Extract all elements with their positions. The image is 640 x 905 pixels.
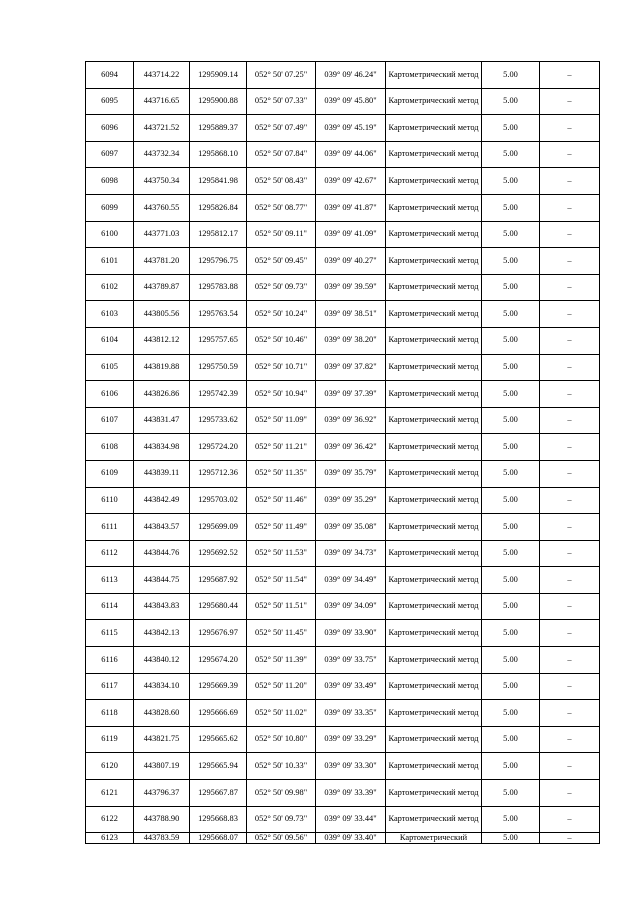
method-cell: Картометрический метод: [386, 700, 482, 727]
table-row: [86, 221, 600, 248]
accuracy-cell: 5.00: [482, 514, 540, 541]
point-number-cell: 6121: [86, 780, 134, 807]
note-cell: –: [540, 460, 600, 487]
y-coordinate-cell: 1295676.97: [190, 620, 247, 647]
x-coordinate-cell: 443781.20: [134, 248, 190, 275]
table-row: [86, 168, 600, 195]
y-coordinate-cell: 1295666.69: [190, 700, 247, 727]
method-cell: Картометрический метод: [386, 62, 482, 89]
y-coordinate-cell: 1295712.36: [190, 460, 247, 487]
note-cell: –: [540, 753, 600, 780]
accuracy-cell: 5.00: [482, 487, 540, 514]
latitude-cell: 052° 50' 10.24": [247, 301, 316, 328]
table-row: [86, 487, 600, 514]
longitude-cell: 039° 09' 35.29": [316, 487, 386, 514]
latitude-cell: 052° 50' 11.39": [247, 647, 316, 674]
y-coordinate-cell: 1295724.20: [190, 434, 247, 461]
x-coordinate-cell: 443844.75: [134, 567, 190, 594]
accuracy-cell: 5.00: [482, 753, 540, 780]
x-coordinate-cell: 443840.12: [134, 647, 190, 674]
table-row: [86, 248, 600, 275]
y-coordinate-cell: 1295668.83: [190, 806, 247, 833]
accuracy-cell: 5.00: [482, 168, 540, 195]
method-cell: Картометрический метод: [386, 274, 482, 301]
latitude-cell: 052° 50' 10.33": [247, 753, 316, 780]
latitude-cell: 052° 50' 07.49": [247, 115, 316, 142]
table-row: [86, 567, 600, 594]
x-coordinate-cell: 443732.34: [134, 141, 190, 168]
point-number-cell: 6109: [86, 460, 134, 487]
table-row: [86, 434, 600, 461]
note-cell: –: [540, 514, 600, 541]
accuracy-cell: 5.00: [482, 593, 540, 620]
note-cell: –: [540, 194, 600, 221]
y-coordinate-cell: 1295796.75: [190, 248, 247, 275]
y-coordinate-cell: 1295669.39: [190, 673, 247, 700]
note-cell: –: [540, 301, 600, 328]
point-number-cell: 6112: [86, 540, 134, 567]
point-number-cell: 6106: [86, 381, 134, 408]
table-row: [86, 593, 600, 620]
longitude-cell: 039° 09' 34.49": [316, 567, 386, 594]
table-row: [86, 194, 600, 221]
accuracy-cell: 5.00: [482, 301, 540, 328]
accuracy-cell: 5.00: [482, 647, 540, 674]
note-cell: –: [540, 487, 600, 514]
note-cell: –: [540, 567, 600, 594]
note-cell: –: [540, 274, 600, 301]
point-number-cell: 6110: [86, 487, 134, 514]
table-body: [86, 62, 600, 844]
point-number-cell: 6105: [86, 354, 134, 381]
x-coordinate-cell: 443807.19: [134, 753, 190, 780]
latitude-cell: 052° 50' 11.09": [247, 407, 316, 434]
y-coordinate-cell: 1295900.88: [190, 88, 247, 115]
latitude-cell: 052° 50' 09.73": [247, 806, 316, 833]
note-cell: –: [540, 833, 600, 844]
method-cell: Картометрический метод: [386, 194, 482, 221]
longitude-cell: 039° 09' 33.29": [316, 726, 386, 753]
latitude-cell: 052° 50' 09.98": [247, 780, 316, 807]
note-cell: –: [540, 381, 600, 408]
point-number-cell: 6096: [86, 115, 134, 142]
y-coordinate-cell: 1295703.02: [190, 487, 247, 514]
longitude-cell: 039° 09' 33.35": [316, 700, 386, 727]
y-coordinate-cell: 1295742.39: [190, 381, 247, 408]
method-cell: Картометрический метод: [386, 88, 482, 115]
x-coordinate-cell: 443839.11: [134, 460, 190, 487]
table-row: [86, 726, 600, 753]
longitude-cell: 039° 09' 38.20": [316, 327, 386, 354]
y-coordinate-cell: 1295665.94: [190, 753, 247, 780]
point-number-cell: 6098: [86, 168, 134, 195]
longitude-cell: 039° 09' 34.73": [316, 540, 386, 567]
accuracy-cell: 5.00: [482, 248, 540, 275]
accuracy-cell: 5.00: [482, 62, 540, 89]
x-coordinate-cell: 443812.12: [134, 327, 190, 354]
accuracy-cell: 5.00: [482, 673, 540, 700]
longitude-cell: 039° 09' 40.27": [316, 248, 386, 275]
accuracy-cell: 5.00: [482, 274, 540, 301]
x-coordinate-cell: 443831.47: [134, 407, 190, 434]
point-number-cell: 6108: [86, 434, 134, 461]
note-cell: –: [540, 62, 600, 89]
x-coordinate-cell: 443834.10: [134, 673, 190, 700]
method-cell: Картометрический метод: [386, 248, 482, 275]
latitude-cell: 052° 50' 11.46": [247, 487, 316, 514]
latitude-cell: 052° 50' 11.45": [247, 620, 316, 647]
y-coordinate-cell: 1295757.65: [190, 327, 247, 354]
note-cell: –: [540, 354, 600, 381]
point-number-cell: 6097: [86, 141, 134, 168]
point-number-cell: 6094: [86, 62, 134, 89]
latitude-cell: 052° 50' 09.45": [247, 248, 316, 275]
note-cell: –: [540, 620, 600, 647]
latitude-cell: 052° 50' 08.77": [247, 194, 316, 221]
latitude-cell: 052° 50' 11.35": [247, 460, 316, 487]
y-coordinate-cell: 1295812.17: [190, 221, 247, 248]
note-cell: –: [540, 327, 600, 354]
note-cell: –: [540, 673, 600, 700]
latitude-cell: 052° 50' 09.73": [247, 274, 316, 301]
table-row: [86, 460, 600, 487]
point-number-cell: 6103: [86, 301, 134, 328]
point-number-cell: 6119: [86, 726, 134, 753]
table-row: [86, 62, 600, 89]
table-row: [86, 620, 600, 647]
longitude-cell: 039° 09' 33.39": [316, 780, 386, 807]
y-coordinate-cell: 1295909.14: [190, 62, 247, 89]
note-cell: –: [540, 407, 600, 434]
table-row: [86, 88, 600, 115]
y-coordinate-cell: 1295680.44: [190, 593, 247, 620]
longitude-cell: 039° 09' 36.42": [316, 434, 386, 461]
method-cell: Картометрический метод: [386, 381, 482, 408]
longitude-cell: 039° 09' 45.80": [316, 88, 386, 115]
x-coordinate-cell: 443796.37: [134, 780, 190, 807]
latitude-cell: 052° 50' 11.51": [247, 593, 316, 620]
longitude-cell: 039° 09' 33.90": [316, 620, 386, 647]
latitude-cell: 052° 50' 11.20": [247, 673, 316, 700]
table-row: [86, 540, 600, 567]
accuracy-cell: 5.00: [482, 354, 540, 381]
accuracy-cell: 5.00: [482, 327, 540, 354]
x-coordinate-cell: 443783.59: [134, 833, 190, 844]
longitude-cell: 039° 09' 37.39": [316, 381, 386, 408]
point-number-cell: 6104: [86, 327, 134, 354]
method-cell: Картометрический метод: [386, 673, 482, 700]
x-coordinate-cell: 443760.55: [134, 194, 190, 221]
x-coordinate-cell: 443721.52: [134, 115, 190, 142]
accuracy-cell: 5.00: [482, 540, 540, 567]
latitude-cell: 052° 50' 08.43": [247, 168, 316, 195]
method-cell: Картометрический метод: [386, 141, 482, 168]
accuracy-cell: 5.00: [482, 407, 540, 434]
y-coordinate-cell: 1295699.09: [190, 514, 247, 541]
x-coordinate-cell: 443821.75: [134, 726, 190, 753]
point-number-cell: 6115: [86, 620, 134, 647]
x-coordinate-cell: 443826.86: [134, 381, 190, 408]
y-coordinate-cell: 1295665.62: [190, 726, 247, 753]
y-coordinate-cell: 1295783.88: [190, 274, 247, 301]
point-number-cell: 6095: [86, 88, 134, 115]
note-cell: –: [540, 168, 600, 195]
y-coordinate-cell: 1295841.98: [190, 168, 247, 195]
table-row: [86, 673, 600, 700]
longitude-cell: 039° 09' 39.59": [316, 274, 386, 301]
latitude-cell: 052° 50' 09.11": [247, 221, 316, 248]
latitude-cell: 052° 50' 11.53": [247, 540, 316, 567]
latitude-cell: 052° 50' 10.71": [247, 354, 316, 381]
y-coordinate-cell: 1295667.87: [190, 780, 247, 807]
note-cell: –: [540, 248, 600, 275]
latitude-cell: 052° 50' 10.94": [247, 381, 316, 408]
longitude-cell: 039° 09' 41.09": [316, 221, 386, 248]
table-row: [86, 354, 600, 381]
point-number-cell: 6100: [86, 221, 134, 248]
method-cell: Картометрический метод: [386, 726, 482, 753]
method-cell: Картометрический метод: [386, 806, 482, 833]
latitude-cell: 052° 50' 07.25": [247, 62, 316, 89]
accuracy-cell: 5.00: [482, 780, 540, 807]
y-coordinate-cell: 1295763.54: [190, 301, 247, 328]
table-row: [86, 833, 600, 844]
x-coordinate-cell: 443842.13: [134, 620, 190, 647]
longitude-cell: 039° 09' 46.24": [316, 62, 386, 89]
accuracy-cell: 5.00: [482, 726, 540, 753]
method-cell: Картометрический метод: [386, 327, 482, 354]
accuracy-cell: 5.00: [482, 700, 540, 727]
method-cell: Картометрический метод: [386, 514, 482, 541]
table-row: [86, 700, 600, 727]
note-cell: –: [540, 593, 600, 620]
longitude-cell: 039° 09' 35.08": [316, 514, 386, 541]
x-coordinate-cell: 443844.76: [134, 540, 190, 567]
point-number-cell: 6122: [86, 806, 134, 833]
x-coordinate-cell: 443788.90: [134, 806, 190, 833]
method-cell: Картометрический метод: [386, 407, 482, 434]
method-cell: Картометрический метод: [386, 620, 482, 647]
method-cell: Картометрический метод: [386, 434, 482, 461]
accuracy-cell: 5.00: [482, 381, 540, 408]
point-number-cell: 6111: [86, 514, 134, 541]
method-cell: Картометрический метод: [386, 354, 482, 381]
longitude-cell: 039° 09' 41.87": [316, 194, 386, 221]
point-number-cell: 6101: [86, 248, 134, 275]
table-row: [86, 115, 600, 142]
method-cell: Картометрический метод: [386, 221, 482, 248]
latitude-cell: 052° 50' 10.46": [247, 327, 316, 354]
x-coordinate-cell: 443843.83: [134, 593, 190, 620]
x-coordinate-cell: 443716.65: [134, 88, 190, 115]
x-coordinate-cell: 443714.22: [134, 62, 190, 89]
point-number-cell: 6118: [86, 700, 134, 727]
longitude-cell: 039° 09' 42.67": [316, 168, 386, 195]
point-number-cell: 6113: [86, 567, 134, 594]
note-cell: –: [540, 115, 600, 142]
note-cell: –: [540, 221, 600, 248]
point-number-cell: 6114: [86, 593, 134, 620]
x-coordinate-cell: 443828.60: [134, 700, 190, 727]
note-cell: –: [540, 141, 600, 168]
point-number-cell: 6099: [86, 194, 134, 221]
accuracy-cell: 5.00: [482, 833, 540, 844]
longitude-cell: 039° 09' 33.30": [316, 753, 386, 780]
x-coordinate-cell: 443843.57: [134, 514, 190, 541]
longitude-cell: 039° 09' 36.92": [316, 407, 386, 434]
y-coordinate-cell: 1295889.37: [190, 115, 247, 142]
point-number-cell: 6102: [86, 274, 134, 301]
y-coordinate-cell: 1295692.52: [190, 540, 247, 567]
x-coordinate-cell: 443789.87: [134, 274, 190, 301]
x-coordinate-cell: 443750.34: [134, 168, 190, 195]
longitude-cell: 039° 09' 44.06": [316, 141, 386, 168]
method-cell: Картометрический метод: [386, 487, 482, 514]
longitude-cell: 039° 09' 37.82": [316, 354, 386, 381]
note-cell: –: [540, 647, 600, 674]
accuracy-cell: 5.00: [482, 115, 540, 142]
latitude-cell: 052° 50' 09.56": [247, 833, 316, 844]
table-row: [86, 647, 600, 674]
accuracy-cell: 5.00: [482, 434, 540, 461]
table-row: [86, 407, 600, 434]
point-number-cell: 6123: [86, 833, 134, 844]
table-row: [86, 381, 600, 408]
method-cell: Картометрический метод: [386, 753, 482, 780]
x-coordinate-cell: 443834.98: [134, 434, 190, 461]
longitude-cell: 039° 09' 33.40": [316, 833, 386, 844]
accuracy-cell: 5.00: [482, 194, 540, 221]
table-row: [86, 274, 600, 301]
longitude-cell: 039° 09' 33.44": [316, 806, 386, 833]
latitude-cell: 052° 50' 11.02": [247, 700, 316, 727]
accuracy-cell: 5.00: [482, 221, 540, 248]
point-number-cell: 6120: [86, 753, 134, 780]
y-coordinate-cell: 1295826.84: [190, 194, 247, 221]
note-cell: –: [540, 540, 600, 567]
y-coordinate-cell: 1295674.20: [190, 647, 247, 674]
x-coordinate-cell: 443842.49: [134, 487, 190, 514]
latitude-cell: 052° 50' 11.21": [247, 434, 316, 461]
point-number-cell: 6117: [86, 673, 134, 700]
method-cell: Картометрический метод: [386, 593, 482, 620]
note-cell: –: [540, 700, 600, 727]
y-coordinate-cell: 1295750.59: [190, 354, 247, 381]
latitude-cell: 052° 50' 10.80": [247, 726, 316, 753]
accuracy-cell: 5.00: [482, 567, 540, 594]
x-coordinate-cell: 443805.56: [134, 301, 190, 328]
x-coordinate-cell: 443771.03: [134, 221, 190, 248]
y-coordinate-cell: 1295668.07: [190, 833, 247, 844]
note-cell: –: [540, 806, 600, 833]
table-row: [86, 753, 600, 780]
method-cell: Картометрический метод: [386, 780, 482, 807]
note-cell: –: [540, 780, 600, 807]
table-row: [86, 780, 600, 807]
note-cell: –: [540, 88, 600, 115]
table-row: [86, 301, 600, 328]
y-coordinate-cell: 1295733.62: [190, 407, 247, 434]
method-cell: Картометрический метод: [386, 647, 482, 674]
method-cell: Картометрический метод: [386, 567, 482, 594]
longitude-cell: 039° 09' 33.75": [316, 647, 386, 674]
method-cell: Картометрический метод: [386, 115, 482, 142]
latitude-cell: 052° 50' 11.54": [247, 567, 316, 594]
method-cell: Картометрический метод: [386, 460, 482, 487]
method-cell: Картометрический метод: [386, 301, 482, 328]
table-row: [86, 514, 600, 541]
longitude-cell: 039° 09' 34.09": [316, 593, 386, 620]
accuracy-cell: 5.00: [482, 88, 540, 115]
y-coordinate-cell: 1295868.10: [190, 141, 247, 168]
accuracy-cell: 5.00: [482, 620, 540, 647]
latitude-cell: 052° 50' 11.49": [247, 514, 316, 541]
table-row: [86, 327, 600, 354]
latitude-cell: 052° 50' 07.84": [247, 141, 316, 168]
method-cell: Картометрический метод: [386, 168, 482, 195]
method-cell: Картометрический: [386, 833, 482, 844]
point-number-cell: 6116: [86, 647, 134, 674]
accuracy-cell: 5.00: [482, 460, 540, 487]
latitude-cell: 052° 50' 07.33": [247, 88, 316, 115]
note-cell: –: [540, 434, 600, 461]
table-row: [86, 141, 600, 168]
coordinates-table: [85, 61, 600, 844]
longitude-cell: 039° 09' 35.79": [316, 460, 386, 487]
longitude-cell: 039° 09' 45.19": [316, 115, 386, 142]
accuracy-cell: 5.00: [482, 141, 540, 168]
longitude-cell: 039° 09' 33.49": [316, 673, 386, 700]
point-number-cell: 6107: [86, 407, 134, 434]
accuracy-cell: 5.00: [482, 806, 540, 833]
method-cell: Картометрический метод: [386, 540, 482, 567]
table-row: [86, 806, 600, 833]
x-coordinate-cell: 443819.88: [134, 354, 190, 381]
note-cell: –: [540, 726, 600, 753]
longitude-cell: 039° 09' 38.51": [316, 301, 386, 328]
y-coordinate-cell: 1295687.92: [190, 567, 247, 594]
